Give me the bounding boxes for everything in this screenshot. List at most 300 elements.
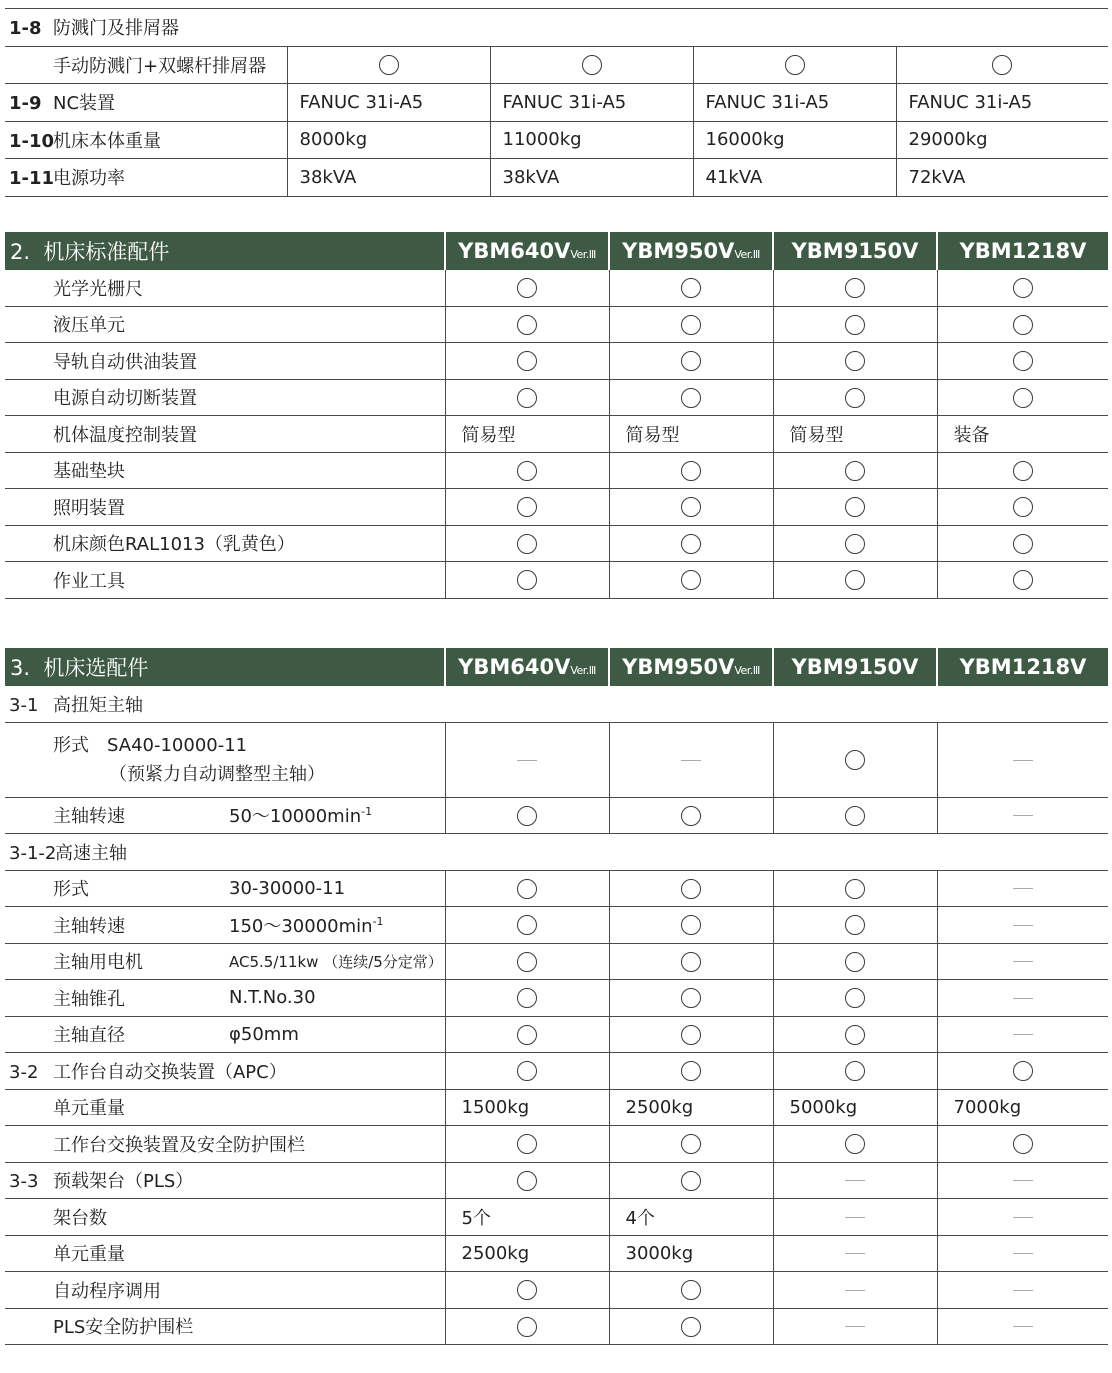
included-mark-cell	[937, 343, 1108, 380]
circle-icon	[681, 1134, 701, 1154]
included-mark-cell	[773, 525, 937, 562]
table-row	[5, 46, 1108, 84]
table-row	[5, 343, 1108, 380]
row-label	[5, 46, 287, 84]
included-mark-cell	[609, 943, 773, 980]
subsection-label	[5, 1053, 445, 1090]
subsection-label	[5, 686, 1108, 722]
not-available-cell	[937, 870, 1108, 907]
table-row	[5, 907, 1108, 944]
dash-icon	[1013, 1253, 1033, 1254]
table-row	[5, 1272, 1108, 1309]
circle-icon	[517, 806, 537, 826]
spec-key: 主轴用电机	[53, 952, 143, 974]
included-mark-cell	[609, 343, 773, 380]
table-row	[5, 562, 1108, 599]
included-mark-cell	[693, 46, 896, 84]
item-label: 机体温度控制装置	[5, 416, 445, 453]
circle-icon	[845, 351, 865, 371]
included-mark-cell	[773, 943, 937, 980]
item-label: 高扭矩主轴	[53, 694, 143, 716]
circle-icon	[845, 278, 865, 298]
circle-icon	[681, 915, 701, 935]
item-label: 机床本体重量	[53, 130, 161, 152]
table-row	[5, 121, 1108, 159]
spec-key: 主轴转速	[53, 915, 125, 937]
circle-icon	[845, 1025, 865, 1045]
spec-table-basic	[5, 8, 1108, 197]
spec-key: 形式	[53, 879, 89, 901]
circle-icon	[1013, 497, 1033, 517]
item-label: 光学光栅尺	[5, 270, 445, 306]
value-cell: 简易型	[773, 416, 937, 453]
model-header: YBM950VVer.Ⅲ	[609, 648, 773, 686]
included-mark-cell	[773, 1126, 937, 1163]
circle-icon	[845, 315, 865, 335]
subsection-row	[5, 1162, 1108, 1199]
circle-icon	[681, 461, 701, 481]
included-mark-cell	[937, 452, 1108, 489]
dash-icon	[845, 1253, 865, 1254]
item-label: 作业工具	[5, 562, 445, 599]
circle-icon	[517, 497, 537, 517]
circle-icon	[379, 55, 399, 75]
circle-icon	[517, 388, 537, 408]
not-available-cell	[773, 1162, 937, 1199]
included-mark-cell	[445, 562, 609, 599]
not-available-cell	[609, 722, 773, 797]
included-mark-cell	[773, 870, 937, 907]
subsection-row	[5, 1053, 1108, 1090]
value-cell: 2500kg	[609, 1089, 773, 1126]
value-cell: 5000kg	[773, 1089, 937, 1126]
included-mark-cell	[445, 907, 609, 944]
included-mark-cell	[609, 980, 773, 1017]
model-header: YBM950VVer.Ⅲ	[609, 232, 773, 270]
dash-icon	[681, 760, 701, 761]
table-row	[5, 797, 1108, 834]
table-row	[5, 159, 1108, 197]
included-mark-cell	[609, 797, 773, 834]
not-available-cell	[937, 1272, 1108, 1309]
spec-label	[5, 980, 445, 1017]
included-mark-cell	[773, 270, 937, 306]
included-mark-cell	[445, 1053, 609, 1090]
included-mark-cell	[609, 1162, 773, 1199]
circle-icon	[517, 915, 537, 935]
circle-icon	[845, 534, 865, 554]
included-mark-cell	[445, 943, 609, 980]
dash-icon	[845, 1217, 865, 1218]
item-label: 工作台自动交换装置（APC）	[53, 1061, 287, 1083]
circle-icon	[681, 1171, 701, 1191]
included-mark-cell	[937, 1126, 1108, 1163]
spec-key: 主轴直径	[53, 1025, 125, 1047]
model-header: YBM1218V	[937, 232, 1108, 270]
circle-icon	[681, 1280, 701, 1300]
spec-key: 主轴锥孔	[53, 988, 125, 1010]
value-cell: 7000kg	[937, 1089, 1108, 1126]
table-row	[5, 452, 1108, 489]
value-cell: 4个	[609, 1199, 773, 1236]
included-mark-cell	[445, 306, 609, 343]
value-cell: 简易型	[609, 416, 773, 453]
row-label	[5, 121, 287, 159]
dash-icon	[517, 760, 537, 761]
standard-accessories-table	[5, 232, 1108, 599]
circle-icon	[681, 534, 701, 554]
table-row	[5, 943, 1108, 980]
included-mark-cell	[937, 306, 1108, 343]
item-number: 3-1-2	[9, 842, 57, 864]
item-label: 工作台交换装置及安全防护围栏	[5, 1126, 445, 1163]
circle-icon	[517, 315, 537, 335]
included-mark-cell	[773, 343, 937, 380]
circle-icon	[582, 55, 602, 75]
circle-icon	[681, 988, 701, 1008]
included-mark-cell	[773, 379, 937, 416]
included-mark-cell	[445, 1162, 609, 1199]
spec-label	[5, 907, 445, 944]
included-mark-cell	[896, 46, 1108, 84]
included-mark-cell	[609, 270, 773, 306]
spec-label	[5, 1016, 445, 1053]
model-header: YBM640VVer.Ⅲ	[445, 232, 609, 270]
included-mark-cell	[609, 1272, 773, 1309]
value-cell: 29000kg	[896, 121, 1108, 159]
item-number: 1-9	[9, 93, 42, 115]
item-label: 防溅门及排屑器	[53, 18, 179, 40]
circle-icon	[517, 534, 537, 554]
spec-value: φ50mm	[229, 1023, 299, 1045]
item-label: 导轨自动供油装置	[5, 343, 445, 380]
included-mark-cell	[773, 489, 937, 526]
model-header: YBM9150V	[773, 648, 937, 686]
circle-icon	[681, 570, 701, 590]
circle-icon	[1013, 534, 1033, 554]
subsection-label	[5, 834, 1108, 871]
included-mark-cell	[445, 797, 609, 834]
dash-icon	[1013, 998, 1033, 999]
spec-label	[5, 797, 445, 834]
not-available-cell	[937, 980, 1108, 1017]
circle-icon	[785, 55, 805, 75]
spec-label	[5, 943, 445, 980]
table-row	[5, 1016, 1108, 1053]
included-mark-cell	[609, 870, 773, 907]
included-mark-cell	[609, 306, 773, 343]
spec-value: $50\sim 10000\min^{-1}$	[229, 805, 373, 828]
circle-icon	[681, 879, 701, 899]
circle-icon	[517, 461, 537, 481]
dash-icon	[1013, 760, 1033, 761]
circle-icon	[517, 570, 537, 590]
included-mark-cell	[937, 562, 1108, 599]
item-label: 基础垫块	[5, 452, 445, 489]
spec-value: N.T.No.30	[229, 987, 316, 1009]
included-mark-cell	[445, 343, 609, 380]
included-mark-cell	[773, 797, 937, 834]
value-cell: 41kVA	[693, 159, 896, 197]
included-mark-cell	[609, 562, 773, 599]
dash-icon	[1013, 961, 1033, 962]
included-mark-cell	[609, 379, 773, 416]
included-mark-cell	[773, 306, 937, 343]
included-mark-cell	[445, 1126, 609, 1163]
dash-icon	[1013, 1326, 1033, 1327]
circle-icon	[681, 1317, 701, 1337]
included-mark-cell	[609, 1308, 773, 1345]
spec-key: 主轴转速	[53, 806, 125, 828]
dash-icon	[1013, 1290, 1033, 1291]
circle-icon	[1013, 1061, 1033, 1081]
included-mark-cell	[445, 870, 609, 907]
value-cell: 11000kg	[490, 121, 693, 159]
dash-icon	[845, 1326, 865, 1327]
not-available-cell	[937, 1162, 1108, 1199]
dash-icon	[1013, 1217, 1033, 1218]
value-cell: 8000kg	[287, 121, 490, 159]
section-number: 3.	[10, 656, 31, 680]
circle-icon	[845, 388, 865, 408]
value-cell: 16000kg	[693, 121, 896, 159]
unit-exponent: -1	[372, 914, 384, 928]
spec-label	[5, 722, 445, 797]
included-mark-cell	[937, 1053, 1108, 1090]
included-mark-cell	[773, 1053, 937, 1090]
included-mark-cell	[609, 489, 773, 526]
spec-value: SA40-10000-11	[107, 734, 248, 756]
circle-icon	[845, 806, 865, 826]
model-header: YBM640VVer.Ⅲ	[445, 648, 609, 686]
circle-icon	[517, 1061, 537, 1081]
included-mark-cell	[773, 722, 937, 797]
included-mark-cell	[773, 907, 937, 944]
not-available-cell	[445, 722, 609, 797]
value-cell: FANUC 31i-A5	[896, 84, 1108, 122]
section-number: 2.	[10, 240, 31, 264]
value-cell: 38kVA	[490, 159, 693, 197]
circle-icon	[845, 570, 865, 590]
spec-key: 形式	[53, 734, 89, 756]
included-mark-cell	[937, 270, 1108, 306]
circle-icon	[845, 915, 865, 935]
model-header: YBM9150V	[773, 232, 937, 270]
circle-icon	[1013, 570, 1033, 590]
circle-icon	[681, 497, 701, 517]
circle-icon	[1013, 461, 1033, 481]
section-title-text: 机床标准配件	[43, 240, 170, 264]
item-label: 预载架台（PLS）	[53, 1171, 194, 1193]
circle-icon	[1013, 315, 1033, 335]
dash-icon	[1013, 1180, 1033, 1181]
value-cell: 装备	[937, 416, 1108, 453]
not-available-cell	[937, 943, 1108, 980]
dash-icon	[845, 1290, 865, 1291]
included-mark-cell	[609, 525, 773, 562]
included-mark-cell	[445, 525, 609, 562]
unit-exponent: -1	[361, 805, 373, 819]
included-mark-cell	[609, 907, 773, 944]
item-number: 3-2	[9, 1061, 39, 1083]
included-mark-cell	[773, 980, 937, 1017]
dash-icon	[845, 1180, 865, 1181]
included-mark-cell	[490, 46, 693, 84]
model-header: YBM1218V	[937, 648, 1108, 686]
table-row	[5, 1308, 1108, 1345]
table-row	[5, 270, 1108, 306]
item-label: 单元重量	[5, 1235, 445, 1272]
included-mark-cell	[937, 525, 1108, 562]
item-label: 照明装置	[5, 489, 445, 526]
circle-icon	[517, 988, 537, 1008]
not-available-cell	[937, 907, 1108, 944]
table-row	[5, 1235, 1108, 1272]
included-mark-cell	[445, 379, 609, 416]
included-mark-cell	[445, 1308, 609, 1345]
value-cell: 5个	[445, 1199, 609, 1236]
table-row	[5, 1126, 1108, 1163]
table-row	[5, 870, 1108, 907]
circle-icon	[517, 952, 537, 972]
subsection-row	[5, 686, 1108, 722]
included-mark-cell	[445, 1272, 609, 1309]
dash-icon	[1013, 815, 1033, 816]
circle-icon	[517, 1134, 537, 1154]
dash-icon	[1013, 925, 1033, 926]
item-label: 单元重量	[5, 1089, 445, 1126]
included-mark-cell	[773, 562, 937, 599]
table-row	[5, 84, 1108, 122]
circle-icon	[845, 879, 865, 899]
included-mark-cell	[609, 452, 773, 489]
circle-icon	[681, 1025, 701, 1045]
dash-icon	[1013, 1034, 1033, 1035]
item-number: 1-11	[9, 168, 55, 190]
not-available-cell	[937, 1308, 1108, 1345]
circle-icon	[845, 988, 865, 1008]
not-available-cell	[773, 1199, 937, 1236]
circle-icon	[1013, 1134, 1033, 1154]
item-label: 电源自动切断装置	[5, 379, 445, 416]
subsection-row	[5, 834, 1108, 871]
not-available-cell	[773, 1235, 937, 1272]
included-mark-cell	[773, 452, 937, 489]
circle-icon	[681, 315, 701, 335]
item-label: NC装置	[53, 93, 116, 115]
row-label	[5, 84, 287, 122]
included-mark-cell	[445, 1016, 609, 1053]
not-available-cell	[773, 1272, 937, 1309]
item-label: 架台数	[5, 1199, 445, 1236]
table-row	[5, 489, 1108, 526]
circle-icon	[1013, 388, 1033, 408]
section-title-text: 机床选配件	[43, 656, 149, 680]
included-mark-cell	[937, 489, 1108, 526]
not-available-cell	[937, 1235, 1108, 1272]
item-number: 3-1	[9, 694, 39, 716]
included-mark-cell	[445, 270, 609, 306]
circle-icon	[992, 55, 1012, 75]
spec-note: （预紧力自动调整型主轴）	[109, 763, 325, 785]
included-mark-cell	[609, 1053, 773, 1090]
item-number: 1-8	[9, 18, 42, 40]
not-available-cell	[937, 1199, 1108, 1236]
table-row	[5, 525, 1108, 562]
row-label	[5, 9, 1108, 47]
item-number: 1-10	[9, 130, 55, 152]
circle-icon	[1013, 351, 1033, 371]
row-label	[5, 159, 287, 197]
value-cell: 72kVA	[896, 159, 1108, 197]
included-mark-cell	[445, 980, 609, 1017]
dash-icon	[1013, 888, 1033, 889]
circle-icon	[517, 1280, 537, 1300]
item-label: PLS安全防护围栏	[5, 1308, 445, 1345]
circle-icon	[681, 388, 701, 408]
circle-icon	[517, 278, 537, 298]
circle-icon	[681, 1061, 701, 1081]
circle-icon	[517, 1317, 537, 1337]
circle-icon	[517, 1025, 537, 1045]
included-mark-cell	[937, 379, 1108, 416]
included-mark-cell	[445, 452, 609, 489]
table-row	[5, 980, 1108, 1017]
subsection-label	[5, 1162, 445, 1199]
table-row	[5, 1089, 1108, 1126]
circle-icon	[517, 1171, 537, 1191]
included-mark-cell	[445, 489, 609, 526]
table-row	[5, 416, 1108, 453]
table-row	[5, 1199, 1108, 1236]
value-cell: 1500kg	[445, 1089, 609, 1126]
included-mark-cell	[287, 46, 490, 84]
value-cell: FANUC 31i-A5	[490, 84, 693, 122]
circle-icon	[845, 497, 865, 517]
not-available-cell	[773, 1308, 937, 1345]
section-title	[5, 648, 445, 686]
circle-icon	[845, 952, 865, 972]
optional-accessories-table	[5, 648, 1108, 1345]
circle-icon	[1013, 278, 1033, 298]
item-number: 3-3	[9, 1171, 39, 1193]
table-row	[5, 722, 1108, 797]
value-cell: FANUC 31i-A5	[693, 84, 896, 122]
circle-icon	[517, 351, 537, 371]
item-label: 液压单元	[5, 306, 445, 343]
circle-icon	[681, 806, 701, 826]
table-row	[5, 9, 1108, 47]
circle-icon	[845, 1134, 865, 1154]
section-title	[5, 232, 445, 270]
circle-icon	[681, 351, 701, 371]
spec-value: 30-30000-11	[229, 877, 346, 899]
included-mark-cell	[609, 1016, 773, 1053]
spec-label	[5, 870, 445, 907]
circle-icon	[681, 952, 701, 972]
value-cell: 简易型	[445, 416, 609, 453]
value-cell: 2500kg	[445, 1235, 609, 1272]
circle-icon	[845, 1061, 865, 1081]
item-label: 电源功率	[53, 168, 125, 190]
not-available-cell	[937, 1016, 1108, 1053]
item-label: 手动防溅门+双螺杆排屑器	[53, 55, 267, 77]
value-cell: 3000kg	[609, 1235, 773, 1272]
item-label: 机床颜色RAL1013（乳黄色）	[5, 525, 445, 562]
value-cell: FANUC 31i-A5	[287, 84, 490, 122]
not-available-cell	[937, 797, 1108, 834]
spec-value: $150\sim 30000\min^{-1}$	[229, 914, 384, 937]
